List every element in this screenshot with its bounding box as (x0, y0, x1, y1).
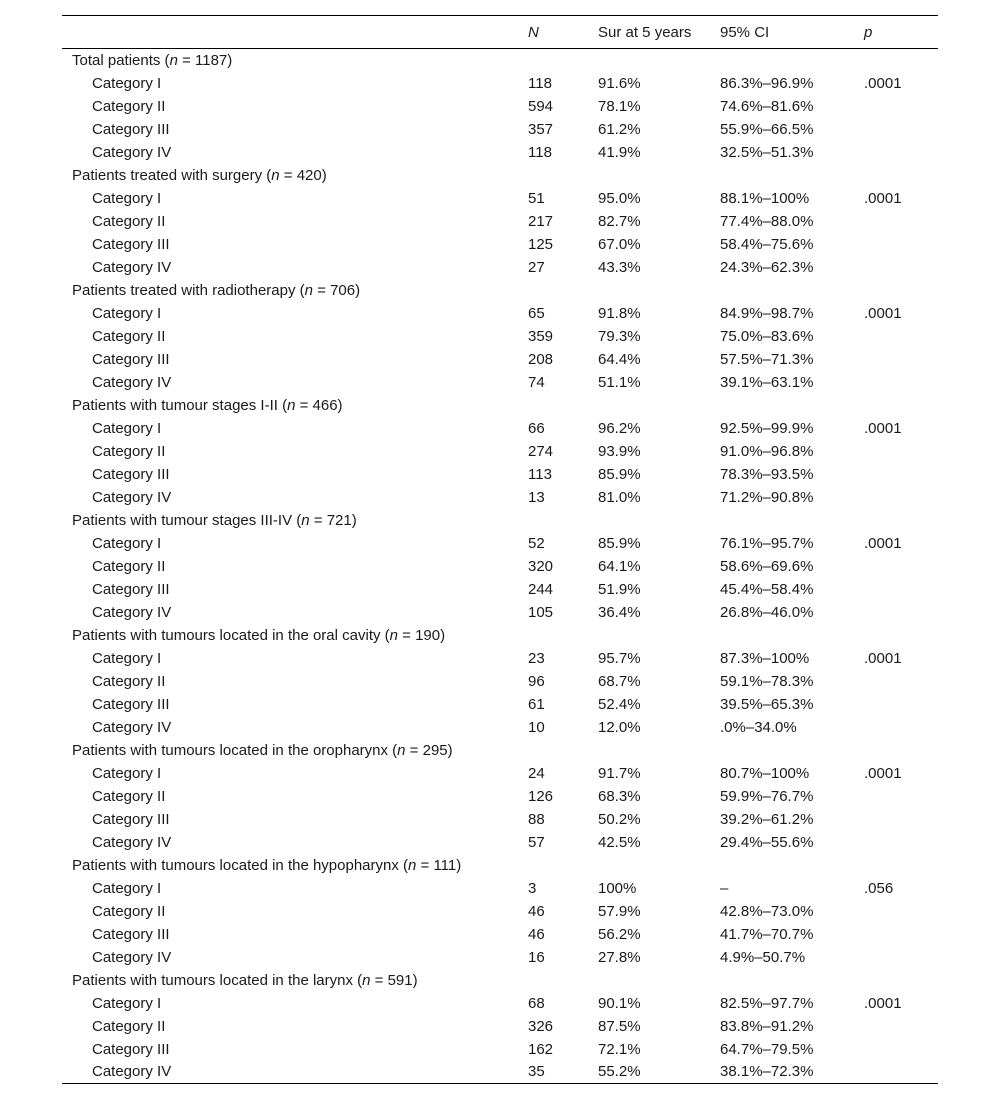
category-cell: Category I (92, 189, 162, 207)
p-value-cell (864, 440, 938, 463)
n-cell: 357 (528, 120, 554, 138)
group-label (62, 854, 938, 877)
survival-cell: 95.0% (598, 189, 641, 207)
category-cell: Category IV (92, 603, 172, 621)
ci-cell: 59.9%–76.7% (720, 787, 814, 805)
group-label (62, 279, 938, 302)
category-cell: Category III (92, 465, 170, 483)
n-cell: 24 (528, 764, 545, 782)
ci-cell: 88.1%–100% (720, 189, 810, 207)
category-cell: Category I (92, 994, 162, 1012)
ci-cell: 76.1%–95.7% (720, 534, 814, 552)
n-cell: 3 (528, 879, 537, 897)
p-value-cell (864, 463, 938, 486)
p-value-cell (864, 785, 938, 808)
ci-cell: 58.4%–75.6% (720, 235, 814, 253)
survival-cell: 79.3% (598, 327, 641, 345)
survival-cell: 55.2% (598, 1061, 720, 1084)
p-value-cell: .0001 (864, 764, 902, 782)
category-cell: Category IV (92, 948, 172, 966)
n-cell: 274 (528, 442, 554, 460)
group-row (62, 624, 938, 647)
ci-cell: 64.7%–79.5% (720, 1040, 814, 1058)
ci-cell: 39.1%–63.1% (720, 373, 814, 391)
p-value-cell: .0001 (864, 419, 902, 437)
group-row (62, 49, 938, 72)
survival-cell: 81.0% (598, 488, 641, 506)
p-value-cell (864, 348, 938, 371)
group-label (62, 49, 938, 72)
survival-cell: 12.0% (598, 718, 641, 736)
table-row (62, 808, 938, 831)
n-cell: 118 (528, 143, 552, 161)
survival-cell: 64.4% (598, 350, 641, 368)
n-cell: 13 (528, 488, 545, 506)
table-row (62, 532, 938, 555)
n-cell: 23 (528, 649, 545, 667)
n-cell: 16 (528, 948, 545, 966)
group-row (62, 969, 938, 992)
n-cell: 326 (528, 1017, 554, 1035)
survival-cell: 52.4% (598, 695, 641, 713)
n-cell: 320 (528, 557, 554, 575)
category-cell: Category IV (92, 718, 172, 736)
category-cell: Category IV (62, 1061, 528, 1084)
ci-cell: 39.2%–61.2% (720, 810, 814, 828)
ci-cell: 71.2%–90.8% (720, 488, 814, 506)
group-label-text: Patients with tumours located in the larynx ( (72, 971, 363, 989)
group-label (62, 969, 938, 992)
table-row (62, 233, 938, 256)
p-value-cell (864, 1015, 938, 1038)
n-cell: 244 (528, 580, 554, 598)
n-cell: 10 (528, 718, 545, 736)
survival-cell: 68.3% (598, 787, 641, 805)
p-value-cell (864, 233, 938, 256)
n-cell: 126 (528, 787, 554, 805)
survival-cell: 51.9% (598, 580, 641, 598)
group-n-value: = 295) (405, 741, 453, 759)
ci-cell: 83.8%–91.2% (720, 1017, 814, 1035)
n-cell: 96 (528, 672, 545, 690)
group-n-value: = 190) (398, 626, 446, 644)
survival-cell: 56.2% (598, 925, 641, 943)
group-n-value: = 111) (416, 856, 462, 874)
n-cell: 359 (528, 327, 554, 345)
table-row (62, 693, 938, 716)
table-row (62, 877, 938, 900)
table-row (62, 95, 938, 118)
table-row (62, 946, 938, 969)
category-cell: Category I (92, 534, 162, 552)
survival-cell: 43.3% (598, 258, 641, 276)
group-n-value: = 706) (312, 281, 361, 299)
group-n-value: = 721) (309, 511, 357, 529)
header-p: p (864, 16, 938, 49)
group-label-text: Patients treated with surgery ( (72, 166, 272, 184)
header-blank (62, 16, 528, 49)
p-value-cell: .0001 (864, 994, 902, 1012)
group-row (62, 854, 938, 877)
group-n-symbol: n (271, 166, 280, 184)
survival-cell: 91.7% (598, 764, 641, 782)
survival-cell: 64.1% (598, 557, 641, 575)
table-row (62, 417, 938, 440)
header-row (62, 16, 938, 49)
group-n-symbol: n (301, 511, 310, 529)
n-cell: 57 (528, 833, 545, 851)
group-label (62, 509, 938, 532)
survival-table (62, 15, 938, 1084)
p-value-cell (864, 555, 938, 578)
ci-cell: 38.1%–72.3% (720, 1061, 864, 1084)
p-value-cell: .0001 (864, 534, 902, 552)
category-cell: Category II (92, 902, 166, 920)
survival-cell: 36.4% (598, 603, 641, 621)
group-label (62, 624, 938, 647)
p-value-cell: .0001 (864, 189, 902, 207)
group-label-text: Patients with tumour stages III-IV ( (72, 511, 302, 529)
n-cell: 594 (528, 97, 554, 115)
ci-cell: 77.4%–88.0% (720, 212, 814, 230)
n-cell: 66 (528, 419, 545, 437)
category-cell: Category III (92, 350, 170, 368)
table-row (62, 463, 938, 486)
p-value-cell (864, 371, 938, 394)
n-cell: 74 (528, 373, 545, 391)
survival-cell: 51.1% (598, 373, 641, 391)
ci-cell: 75.0%–83.6% (720, 327, 814, 345)
survival-cell: 100% (598, 879, 637, 897)
n-cell: 105 (528, 603, 554, 621)
n-cell: 118 (528, 74, 552, 92)
table-row (62, 1015, 938, 1038)
ci-cell: 55.9%–66.5% (720, 120, 814, 138)
n-cell: 52 (528, 534, 545, 552)
p-value-cell (864, 716, 938, 739)
table-row (62, 371, 938, 394)
n-cell: 88 (528, 810, 545, 828)
category-cell: Category III (92, 810, 170, 828)
p-value-cell (864, 693, 938, 716)
n-cell: 162 (528, 1040, 554, 1058)
group-n-value: = 466) (295, 396, 343, 414)
survival-cell: 68.7% (598, 672, 641, 690)
ci-cell: 41.7%–70.7% (720, 925, 814, 943)
category-cell: Category III (92, 1040, 170, 1058)
category-cell: Category II (92, 672, 166, 690)
header-n: N (528, 16, 598, 49)
group-label-text: Total patients ( (72, 51, 170, 69)
table-row (62, 325, 938, 348)
p-value-cell (864, 118, 938, 141)
survival-cell: 96.2% (598, 419, 641, 437)
group-row (62, 394, 938, 417)
n-cell: 65 (528, 304, 545, 322)
p-value-cell (864, 1038, 938, 1061)
category-cell: Category III (92, 120, 170, 138)
p-value-cell (864, 808, 938, 831)
p-value-cell: .056 (864, 879, 894, 897)
category-cell: Category II (92, 442, 166, 460)
ci-cell: 82.5%–97.7% (720, 994, 814, 1012)
p-value-cell: .0001 (864, 649, 902, 667)
survival-cell: 42.5% (598, 833, 641, 851)
group-n-symbol: n (397, 741, 406, 759)
group-n-symbol: n (362, 971, 371, 989)
ci-cell: 92.5%–99.9% (720, 419, 814, 437)
ci-cell: .0%–34.0% (720, 718, 797, 736)
table-row (62, 440, 938, 463)
p-value-cell (864, 210, 938, 233)
category-cell: Category III (92, 580, 170, 598)
category-cell: Category I (92, 879, 162, 897)
p-value-cell (864, 670, 938, 693)
group-label-text: Patients with tumour stages I-II ( (72, 396, 288, 414)
table-body (62, 49, 938, 1084)
survival-cell: 95.7% (598, 649, 641, 667)
n-cell: 113 (528, 465, 552, 483)
survival-cell: 87.5% (598, 1017, 641, 1035)
table-row (62, 923, 938, 946)
ci-cell: 45.4%–58.4% (720, 580, 814, 598)
survival-cell: 50.2% (598, 810, 641, 828)
category-cell: Category III (92, 695, 170, 713)
group-n-value: = 591) (370, 971, 418, 989)
group-n-symbol: n (287, 396, 296, 414)
group-label-text: Patients with tumours located in the hypopharynx ( (72, 856, 409, 874)
table-row (62, 72, 938, 95)
category-cell: Category IV (92, 833, 172, 851)
p-value-cell (864, 601, 938, 624)
category-cell: Category I (92, 419, 162, 437)
n-cell: 125 (528, 235, 554, 253)
group-n-value: = 420) (279, 166, 327, 184)
category-cell: Category IV (92, 143, 172, 161)
group-label-text: Patients with tumours located in the oral cavity ( (72, 626, 390, 644)
table-row (62, 256, 938, 279)
ci-cell: 87.3%–100% (720, 649, 810, 667)
table-row (62, 601, 938, 624)
group-row (62, 279, 938, 302)
category-cell: Category IV (92, 488, 172, 506)
survival-cell: 41.9% (598, 143, 641, 161)
p-value-cell (864, 946, 938, 969)
ci-cell: 26.8%–46.0% (720, 603, 814, 621)
group-n-symbol: n (169, 51, 178, 69)
ci-cell: 78.3%–93.5% (720, 465, 814, 483)
survival-cell: 91.6% (598, 74, 641, 92)
p-value-cell (864, 95, 938, 118)
survival-cell: 27.8% (598, 948, 641, 966)
p-value-cell (864, 486, 938, 509)
group-n-symbol: n (304, 281, 313, 299)
n-cell: 46 (528, 902, 545, 920)
group-n-symbol: n (389, 626, 398, 644)
survival-cell: 72.1% (598, 1040, 641, 1058)
survival-cell: 67.0% (598, 235, 641, 253)
table-row (62, 716, 938, 739)
category-cell: Category I (92, 74, 162, 92)
group-row (62, 739, 938, 762)
table-row (62, 578, 938, 601)
category-cell: Category II (92, 97, 166, 115)
table-row (62, 992, 938, 1015)
table-row (62, 785, 938, 808)
n-cell: 35 (528, 1061, 598, 1084)
group-n-symbol: n (408, 856, 417, 874)
category-cell: Category IV (92, 258, 172, 276)
table-row (62, 210, 938, 233)
table-row (62, 348, 938, 371)
category-cell: Category I (92, 764, 162, 782)
table-row (62, 1061, 938, 1084)
group-label-text: Patients with tumours located in the oropharynx ( (72, 741, 398, 759)
table-row (62, 762, 938, 785)
table-row (62, 1038, 938, 1061)
survival-table-container (62, 15, 938, 1084)
table-row (62, 647, 938, 670)
p-value-cell (864, 256, 938, 279)
group-n-value: = 1187) (177, 51, 233, 69)
p-value-cell (864, 900, 938, 923)
group-label (62, 164, 938, 187)
category-cell: Category I (92, 304, 162, 322)
ci-cell: 42.8%–73.0% (720, 902, 814, 920)
group-label-text: Patients treated with radiotherapy ( (72, 281, 305, 299)
category-cell: Category II (92, 1017, 166, 1035)
ci-cell: 57.5%–71.3% (720, 350, 814, 368)
table-row (62, 900, 938, 923)
ci-cell: 80.7%–100% (720, 764, 810, 782)
category-cell: Category II (92, 557, 166, 575)
p-value-cell (864, 578, 938, 601)
p-value-cell (864, 831, 938, 854)
n-cell: 217 (528, 212, 554, 230)
p-value-cell (864, 325, 938, 348)
ci-cell: 32.5%–51.3% (720, 143, 814, 161)
header-survival: Sur at 5 years (598, 16, 720, 49)
ci-cell: – (720, 879, 729, 897)
p-value-cell (864, 923, 938, 946)
n-cell: 46 (528, 925, 545, 943)
p-value-cell (864, 141, 938, 164)
group-row (62, 509, 938, 532)
table-row (62, 486, 938, 509)
category-cell: Category IV (92, 373, 172, 391)
ci-cell: 29.4%–55.6% (720, 833, 814, 851)
group-label (62, 739, 938, 762)
survival-cell: 57.9% (598, 902, 641, 920)
survival-cell: 90.1% (598, 994, 641, 1012)
survival-cell: 78.1% (598, 97, 641, 115)
table-row (62, 670, 938, 693)
ci-cell: 59.1%–78.3% (720, 672, 814, 690)
category-cell: Category I (92, 649, 162, 667)
category-cell: Category III (92, 925, 170, 943)
category-cell: Category II (92, 327, 166, 345)
table-row (62, 831, 938, 854)
ci-cell: 84.9%–98.7% (720, 304, 814, 322)
n-cell: 27 (528, 258, 545, 276)
category-cell: Category II (92, 212, 166, 230)
category-cell: Category III (92, 235, 170, 253)
survival-cell: 93.9% (598, 442, 641, 460)
table-row (62, 302, 938, 325)
ci-cell: 58.6%–69.6% (720, 557, 814, 575)
header-ci: 95% CI (720, 16, 864, 49)
table-row (62, 187, 938, 210)
n-cell: 61 (528, 695, 545, 713)
ci-cell: 24.3%–62.3% (720, 258, 814, 276)
n-cell: 208 (528, 350, 554, 368)
p-value-cell: .0001 (864, 74, 902, 92)
table-header (62, 16, 938, 49)
p-value-cell (864, 1061, 938, 1084)
ci-cell: 39.5%–65.3% (720, 695, 814, 713)
ci-cell: 86.3%–96.9% (720, 74, 814, 92)
survival-cell: 61.2% (598, 120, 641, 138)
survival-cell: 82.7% (598, 212, 641, 230)
group-label (62, 394, 938, 417)
group-row (62, 164, 938, 187)
table-row (62, 141, 938, 164)
survival-cell: 85.9% (598, 534, 641, 552)
category-cell: Category II (92, 787, 166, 805)
n-cell: 51 (528, 189, 545, 207)
survival-cell: 91.8% (598, 304, 641, 322)
survival-cell: 85.9% (598, 465, 641, 483)
p-value-cell: .0001 (864, 304, 902, 322)
ci-cell: 74.6%–81.6% (720, 97, 814, 115)
n-cell: 68 (528, 994, 545, 1012)
ci-cell: 4.9%–50.7% (720, 948, 806, 966)
table-row (62, 118, 938, 141)
table-row (62, 555, 938, 578)
ci-cell: 91.0%–96.8% (720, 442, 814, 460)
